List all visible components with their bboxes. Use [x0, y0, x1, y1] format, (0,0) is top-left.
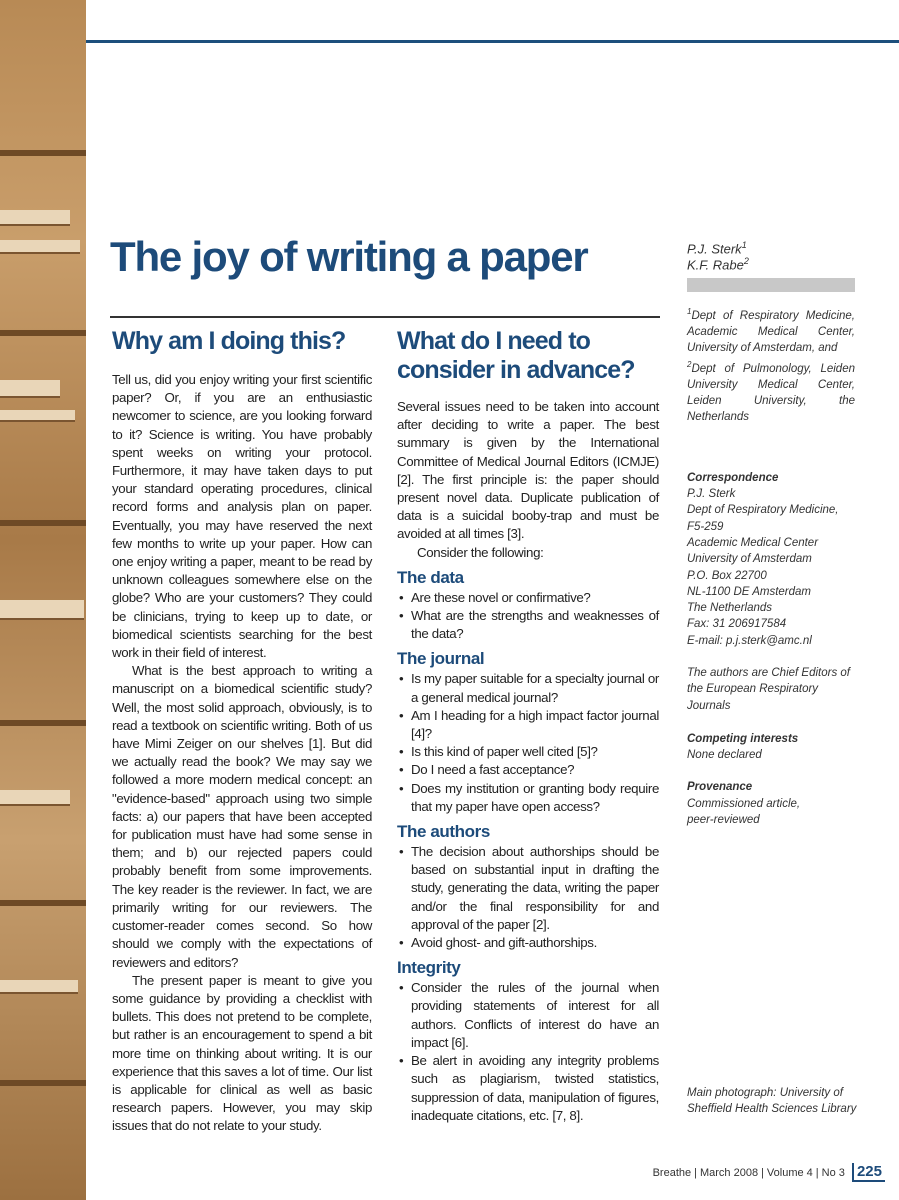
- paragraph: Consider the following:: [417, 544, 544, 560]
- editors-note: The authors are Chief Editors of the European Respiratory Journals: [687, 667, 850, 712]
- list-item: • Is my paper suitable for a specialty journal or a general medical journal?: [397, 670, 659, 706]
- section-heading: Why am I doing this?: [112, 327, 346, 355]
- correspondence-line: Dept of Respiratory Medicine, F5-259: [687, 504, 839, 533]
- gray-bar: [687, 278, 855, 292]
- correspondence-line: P.J. Sterk: [687, 488, 736, 501]
- list-item: • Does my institution or granting body require that my paper have open access?: [397, 780, 659, 816]
- top-rule: [86, 40, 899, 43]
- footer-issue: No 3: [821, 1167, 845, 1179]
- correspondence-line: NL-1100 DE Amsterdam: [687, 585, 811, 598]
- list-item: • Avoid ghost- and gift-authorships.: [397, 934, 659, 952]
- column-1: [112, 327, 372, 1136]
- correspondence-heading: Correspondence: [687, 471, 779, 484]
- subheading-authors: The authors: [397, 822, 490, 842]
- correspondence-line: Academic Medical Center: [687, 536, 819, 549]
- competing-heading: Competing interests: [687, 732, 799, 745]
- competing-block: [687, 731, 855, 764]
- bullet-list: [397, 979, 659, 1125]
- paragraph: What is the best approach to writing a manuscript on a biomedical scientific study? Well, the most solid approach, obviously, is to read a textbook on scientific writing. Both of us have Mimi Zeiger on our shelves [1]. But did we actually read the book? We may say we followed a more modern medical concept: an "evidence-based" approach using two simple facts: a) our papers that have been accepted for publication must have had some sense in them; and b) our rejected papers could probably benefit from some improvements. The key reader is the reviewer. In fact, we are primarily writing for our reviewers. The customer-reader comes second. So how should we comply with the expectations of reviewers and editors?: [112, 663, 372, 970]
- provenance-line: peer-reviewed: [687, 814, 760, 827]
- author-2: K.F. Rabe$^2$: [687, 256, 749, 273]
- competing-text: None declared: [687, 749, 762, 762]
- correspondence-line: Fax: 31 206917584: [687, 618, 787, 631]
- affiliation-1: $^1$Dept of Respiratory Medicine, Academic Medical Center, University of Amsterdam, and: [687, 307, 855, 355]
- photo-credit: Main photograph: University of Sheffield Health Sciences Library: [687, 1087, 857, 1116]
- list-item: • Consider the rules of the journal when providing statements of interest for all authors. Conflicts of interest do have an impact [6].: [397, 979, 659, 1052]
- author-1: P.J. Sterk$^1$: [687, 240, 747, 257]
- page-number: 225: [852, 1163, 885, 1182]
- correspondence-line: University of Amsterdam: [687, 553, 812, 566]
- page-footer: Breathe | March 2008 | Volume 4 | No 3 225: [653, 1163, 885, 1182]
- paragraph: Tell us, did you enjoy writing your first scientific paper? Or, if you are an enthusiastic newcomer to science, are you looking forward to it? Science is writing. You have probably spent weeks on writing your protocol. Furthermore, it may have taken days to put your standard operating procedures, clinical record forms and analysis plan on paper. Eventually, you may have reserved the next few months to write up your paper. How can one enjoy writing a paper, meant to be read by unknown colleagues somewhere else on the globe? Who are your customers? They could be clinicians, trying to keep up to date, or biomedical scientists searching for the best work in their field of interest.: [112, 372, 372, 661]
- bullet-list: [397, 670, 659, 816]
- list-item: • Am I heading for a high impact factor journal [4]?: [397, 707, 659, 743]
- provenance-line: Commissioned article,: [687, 797, 801, 810]
- list-item: • What are the strengths and weaknesses of the data?: [397, 607, 659, 643]
- provenance-block: [687, 779, 855, 828]
- list-item: • Be alert in avoiding any integrity problems such as plagiarism, twisted statistics, suppression of data, manipulation of figures, inadequate citations, etc. [7, 8].: [397, 1052, 659, 1125]
- bullet-list: [397, 843, 659, 952]
- correspondence-line: P.O. Box 22700: [687, 569, 767, 582]
- paragraph: The present paper is meant to give you some guidance by providing a checklist with bullets. This does not pretend to be complete, but rather is an encouragement to spend a bit more time on thinking about writing. It is our experience that this saves a lot of time. Our list is applicable for clinical as well as basic research papers. However, you may skip issues that do not relate to your study.: [112, 972, 372, 1134]
- article-title: The joy of writing a paper: [110, 233, 588, 280]
- footer-volume: Volume 4: [766, 1167, 813, 1179]
- list-item: • The decision about authorships should be based on substantial input in drafting the study, generating the data, writing the paper and/or the final responsibility for and approval of the paper [2].: [397, 843, 659, 934]
- section-heading: What do I need to consider in advance?: [397, 327, 635, 384]
- subheading-journal: The journal: [397, 649, 485, 669]
- footer-date: March 2008: [699, 1167, 759, 1179]
- provenance-heading: Provenance: [687, 781, 753, 794]
- subheading-data: The data: [397, 567, 464, 587]
- list-item: • Do I need a fast acceptance?: [397, 761, 659, 779]
- footer-journal: Breathe: [652, 1167, 692, 1179]
- correspondence-block: [687, 470, 855, 649]
- correspondence-line: The Netherlands: [687, 602, 773, 615]
- correspondence-email[interactable]: E-mail: p.j.sterk@amc.nl: [687, 634, 812, 647]
- paragraph: Several issues need to be taken into account after deciding to write a paper. The best summary is given by the International Committee of Medical Journal Editors (ICMJE) [2]. The first principle is: the paper should present novel data. Duplicate publication of data is a suicidal booby-trap and must be avoided at all times [3].: [397, 399, 659, 542]
- title-rule: [110, 316, 660, 318]
- subheading-integrity: Integrity: [397, 958, 461, 978]
- list-item: • Are these novel or confirmative?: [397, 589, 659, 607]
- photo-strip: [0, 0, 86, 1200]
- column-2: [397, 327, 659, 1125]
- affiliation-2: $^2$Dept of Pulmonology, Leiden University Medical Center, Leiden University, the Netherlands: [687, 359, 855, 424]
- list-item: • Is this kind of paper well cited [5]?: [397, 743, 659, 761]
- bullet-list: [397, 589, 659, 644]
- sidebar: [687, 304, 855, 828]
